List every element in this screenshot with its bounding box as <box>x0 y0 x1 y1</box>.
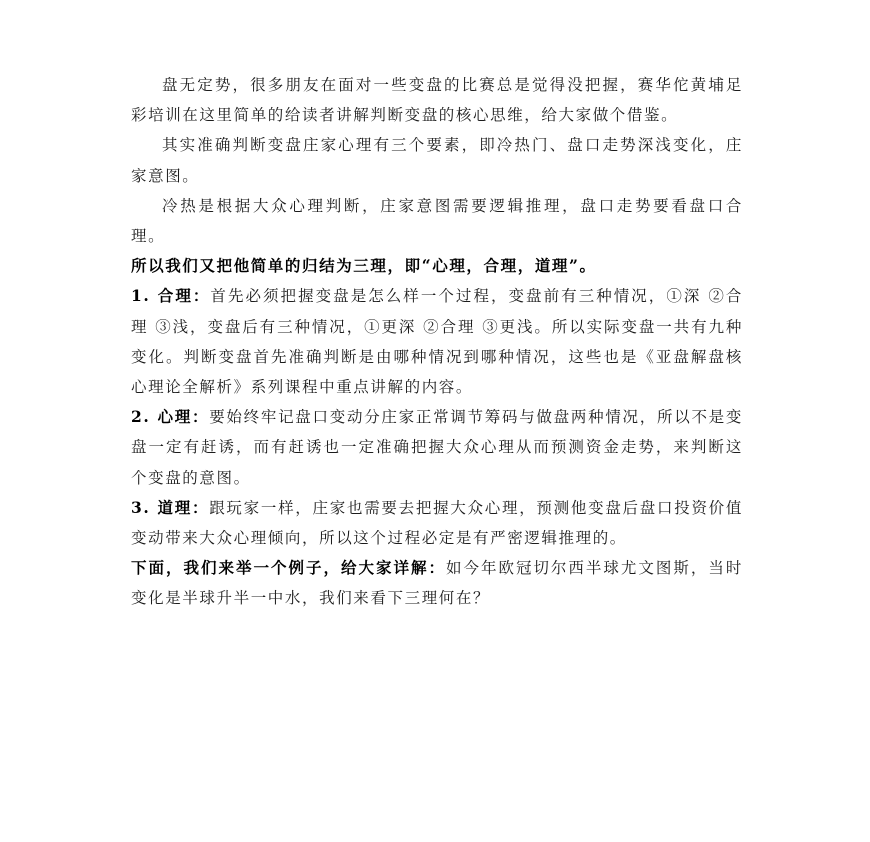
item-heli <box>131 281 743 402</box>
item-label: 1. 合理： <box>131 286 211 306</box>
document-page <box>131 70 743 614</box>
example-text: 如今年欧冠切尔西半球尤文图斯，当时变化是半球升半一中水，我们来看下三理何在？ <box>131 559 743 608</box>
item-xinli <box>131 402 743 493</box>
item-label: 3. 道理： <box>131 497 210 517</box>
summary-heading: 所以我们又把他简单的归结为三理，即“心理，合理，道理”。 <box>131 256 597 276</box>
hot-cold-paragraph: 冷热是根据大众心理判断，庄家意图需要逻辑推理，盘口走势要看盘口合理。 <box>131 196 743 246</box>
item-text: 跟玩家一样，庄家也需要去把握大众心理，预测他变盘后盘口投资价值变动带来大众心理倾向，所以这个过程必定是有严密逻辑推理的。 <box>131 498 743 548</box>
item-text: 首先必须把握变盘是怎么样一个过程，变盘前有三种情况，①深 ②合理 ③浅，变盘后有三种情况，①更深 ②合理 ③更浅。所以实际变盘一共有九种变化。判断变盘首先准确判断是由哪种情况到哪种情况，这些也是《亚盘解盘核心理论全解析》系列课程中重点讲解的内容。 <box>131 287 743 397</box>
item-label: 2. 心理： <box>131 407 210 427</box>
example-paragraph <box>131 553 743 613</box>
example-label: 下面，我们来举一个例子，给大家详解： <box>131 558 446 578</box>
item-daoli <box>131 493 743 553</box>
item-text: 要始终牢记盘口变动分庄家正常调节筹码与做盘两种情况，所以不是变盘一定有赶诱，而有赶诱也一定准确把握大众心理从而预测资金走势，来判断这个变盘的意图。 <box>131 408 743 487</box>
three-elements-paragraph: 其实准确判断变盘庄家心理有三个要素，即冷热门、盘口走势深浅变化，庄家意图。 <box>131 136 743 185</box>
intro-paragraph: 盘无定势，很多朋友在面对一些变盘的比赛总是觉得没把握，赛华佗黄埔足彩培训在这里简单的给读者讲解判断变盘的核心思维，给大家做个借鉴。 <box>131 76 743 125</box>
